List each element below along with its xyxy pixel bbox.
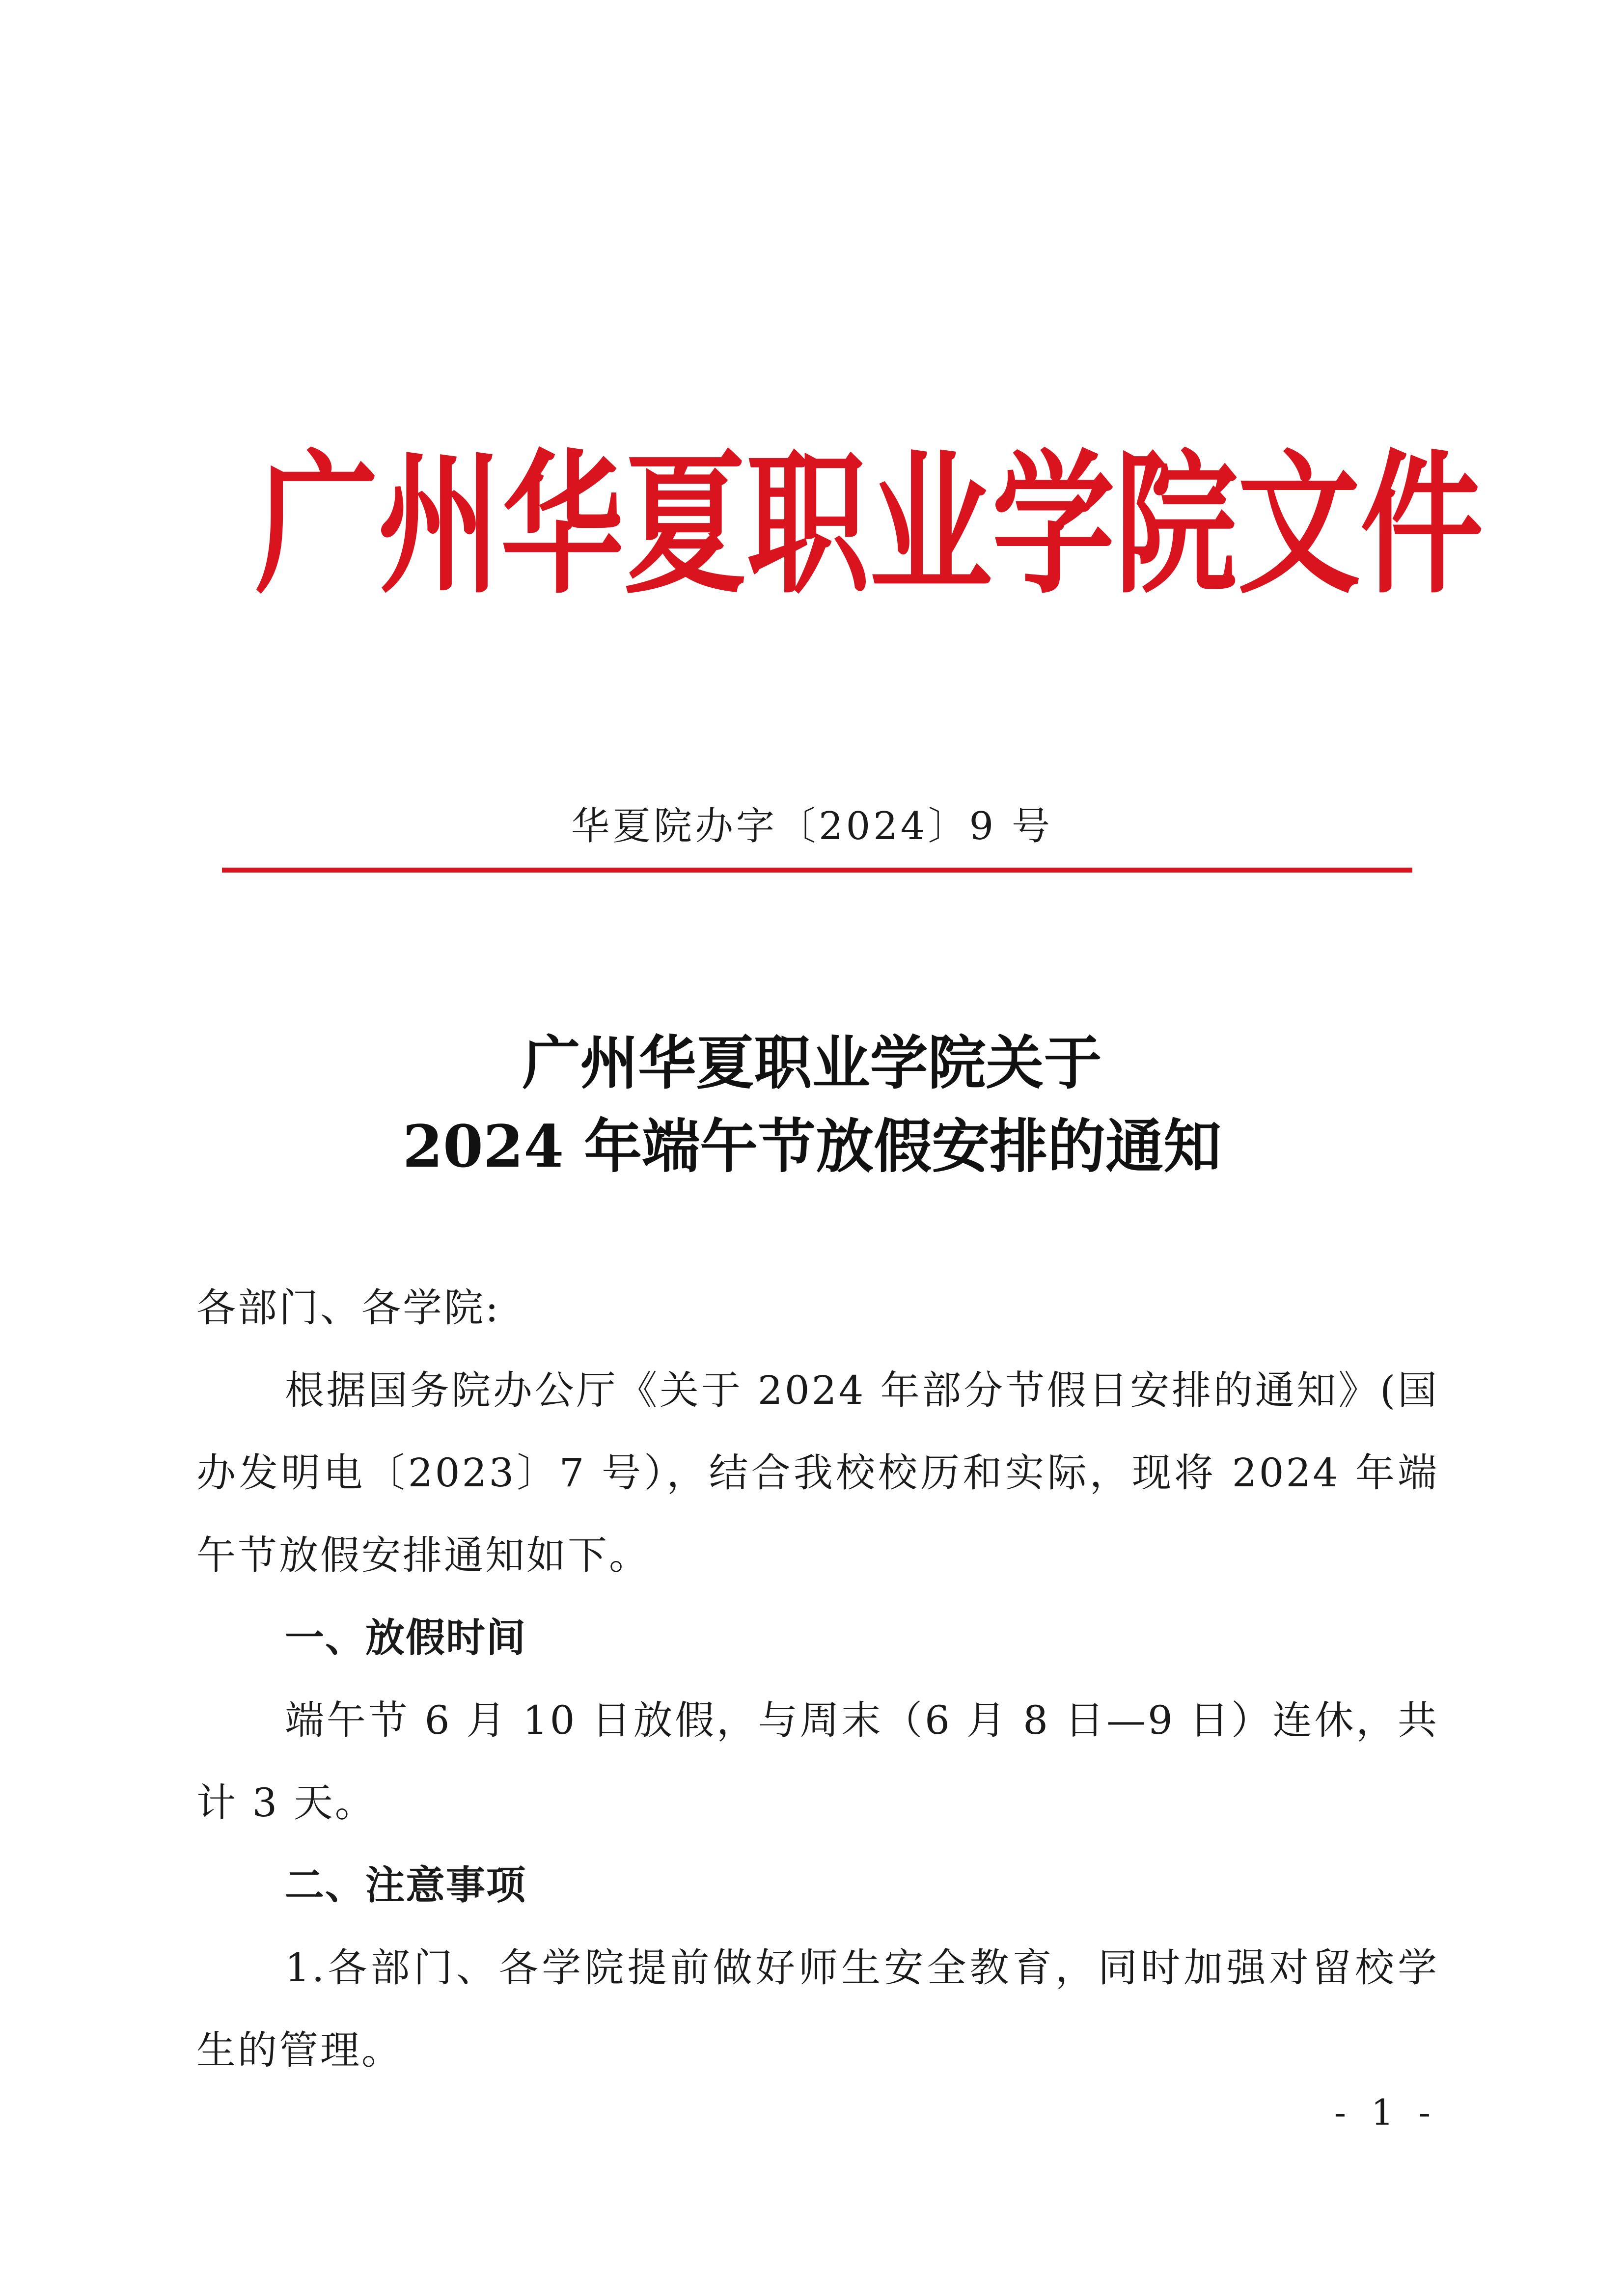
header-title-char: 州	[378, 436, 501, 615]
header-divider-red-line	[222, 868, 1412, 873]
document-header-title	[255, 409, 1483, 642]
header-title-char: 职	[746, 436, 869, 615]
header-title-char: 学	[992, 436, 1115, 615]
header-title-char: 院	[1115, 436, 1238, 615]
header-title-char: 华	[501, 436, 624, 615]
notice-body	[196, 1349, 1439, 2092]
header-title-char: 广	[255, 436, 378, 615]
page-number: - 1 -	[1334, 2092, 1437, 2133]
section-heading-holiday-time: 一、放假时间	[285, 1615, 526, 1661]
document-number: 华夏院办字〔2024〕9 号	[571, 804, 1053, 848]
salutation: 各部门、各学院:	[196, 1285, 500, 1331]
notice-title	[0, 1021, 1624, 1188]
intro-paragraph: 根据国务院办公厅《关于 2024 年部分节假日安排的通知》(国办发明电〔2023〕7 号），结合我校校历和实际，现将 2024 年端午节放假安排通知如下。	[196, 1367, 1439, 1578]
header-title-char: 件	[1360, 436, 1483, 615]
header-title-char: 文	[1238, 436, 1360, 615]
section-heading-notes: 二、注意事项	[285, 1862, 526, 1908]
notice-title-line-1: 广州华夏职业学院关于	[522, 1029, 1102, 1097]
holiday-time-paragraph: 端午节 6 月 10 日放假，与周末（6 月 8 日—9 日）连休，共计 3 天。	[196, 1697, 1439, 1826]
header-title-char: 夏	[624, 436, 746, 615]
notes-item-1: 1.各部门、各学院提前做好师生安全教育，同时加强对留校学生的管理。	[196, 1945, 1439, 2073]
notice-title-line-2: 2024 年端午节放假安排的通知	[402, 1112, 1222, 1180]
header-title-char: 业	[869, 436, 992, 615]
